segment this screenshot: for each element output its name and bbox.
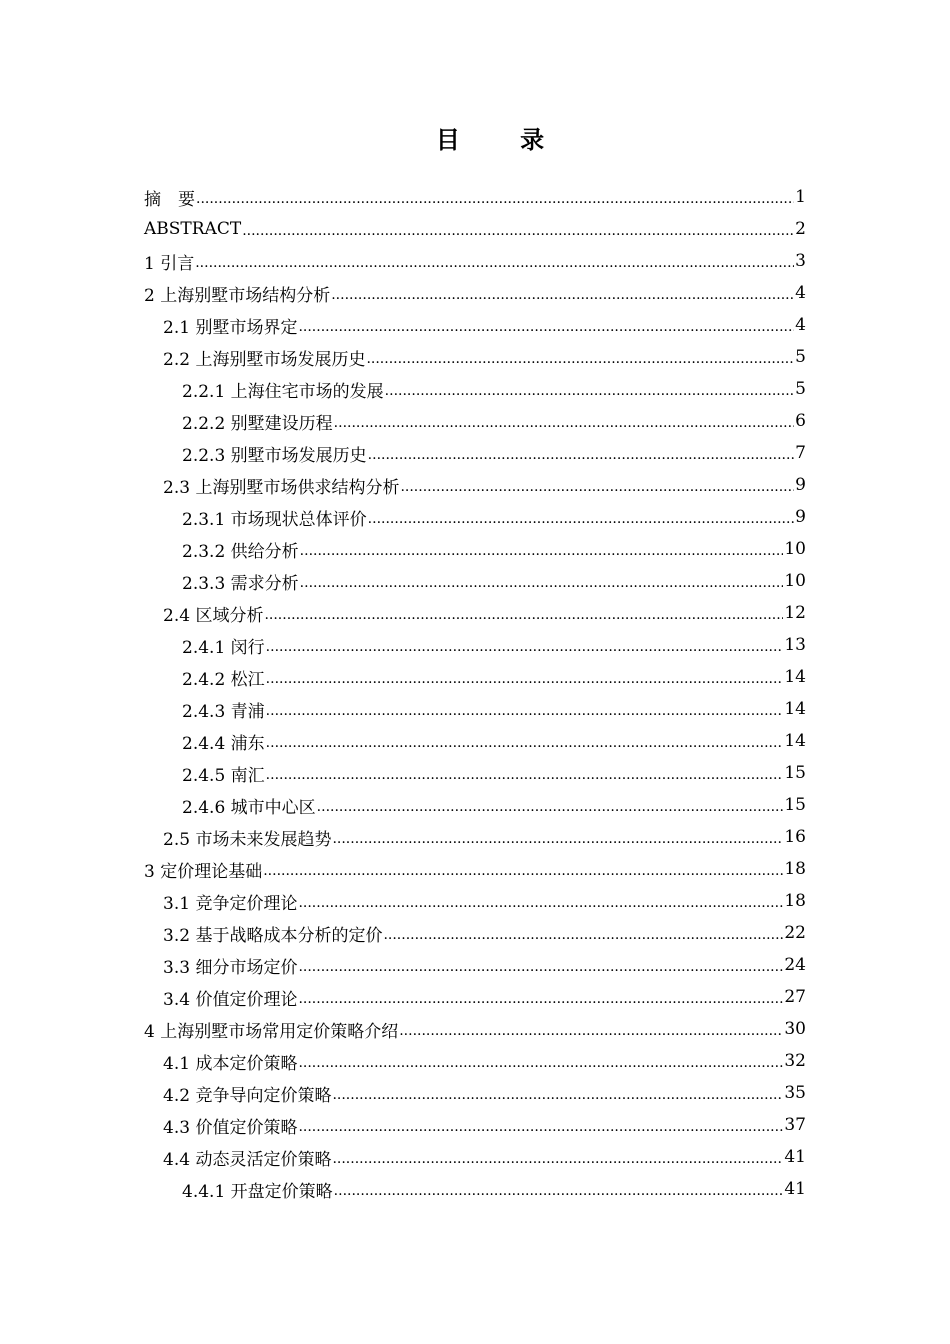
toc-entry-label: 1 引言	[144, 253, 195, 274]
toc-entry[interactable]	[144, 629, 806, 661]
toc-entry-page-number: 10	[784, 539, 806, 559]
toc-entry-label: 4.4 动态灵活定价策略	[163, 1149, 332, 1170]
toc-entry-page-number: 30	[784, 1019, 806, 1039]
toc-entry[interactable]	[144, 309, 806, 341]
toc-dot-leader	[298, 991, 783, 1007]
toc-entry-page-number: 4	[795, 315, 806, 335]
toc-dot-leader	[331, 287, 794, 303]
toc-entry-label: 2.4.5 南汇	[182, 765, 265, 786]
toc-entry-label: ABSTRACT	[144, 219, 242, 239]
toc-entry[interactable]	[144, 373, 806, 405]
toc-dot-leader	[317, 799, 784, 815]
toc-dot-leader	[298, 959, 783, 975]
toc-entry-page-number: 37	[784, 1115, 806, 1135]
toc-entry[interactable]	[144, 1013, 806, 1045]
toc-entry[interactable]	[144, 757, 806, 789]
toc-entry[interactable]	[144, 821, 806, 853]
toc-dot-leader	[266, 703, 784, 719]
toc-entry-label: 3.1 竞争定价理论	[163, 893, 298, 914]
toc-entry[interactable]	[144, 597, 806, 629]
toc-entry-label: 2.2 上海别墅市场发展历史	[163, 349, 366, 370]
toc-entry-page-number: 5	[795, 379, 806, 399]
toc-entry-page-number: 24	[784, 955, 806, 975]
toc-dot-leader	[368, 447, 795, 463]
toc-entry-page-number: 14	[784, 699, 806, 719]
toc-dot-leader	[332, 1087, 783, 1103]
toc-entry-label: 4 上海别墅市场常用定价策略介绍	[144, 1021, 399, 1042]
toc-entry-label: 摘 要	[144, 189, 195, 210]
toc-entry[interactable]	[144, 789, 806, 821]
toc-dot-leader	[334, 415, 795, 431]
toc-dot-leader	[298, 895, 783, 911]
toc-entry-label: 2.4.6 城市中心区	[182, 797, 316, 818]
toc-dot-leader	[400, 479, 794, 495]
toc-entry-page-number: 9	[795, 507, 806, 527]
toc-dot-leader	[300, 575, 784, 591]
toc-entry-page-number: 41	[784, 1147, 806, 1167]
toc-entry[interactable]	[144, 1077, 806, 1109]
toc-entry-page-number: 6	[795, 411, 806, 431]
toc-entry-label: 2.5 市场未来发展趋势	[163, 829, 332, 850]
toc-entry-page-number: 15	[784, 795, 806, 815]
toc-entry-label: 2.4.3 青浦	[182, 701, 265, 722]
toc-dot-leader	[385, 383, 795, 399]
table-of-contents	[144, 181, 806, 1205]
toc-entry-label: 3.3 细分市场定价	[163, 957, 298, 978]
toc-entry[interactable]	[144, 405, 806, 437]
toc-entry[interactable]	[144, 245, 806, 277]
toc-dot-leader	[332, 1151, 783, 1167]
toc-entry[interactable]	[144, 1045, 806, 1077]
toc-entry-page-number: 14	[784, 731, 806, 751]
toc-entry[interactable]	[144, 533, 806, 565]
toc-entry[interactable]	[144, 693, 806, 725]
toc-dot-leader	[264, 607, 783, 623]
toc-entry-page-number: 3	[795, 251, 806, 271]
toc-entry-page-number: 10	[784, 571, 806, 591]
toc-dot-leader	[266, 639, 784, 655]
toc-entry[interactable]	[144, 853, 806, 885]
toc-dot-leader	[334, 1183, 784, 1199]
toc-dot-leader	[366, 351, 794, 367]
toc-entry-label: 2.3 上海别墅市场供求结构分析	[163, 477, 400, 498]
toc-dot-leader	[266, 735, 784, 751]
toc-entry-label: 2.4.1 闵行	[182, 637, 265, 658]
toc-entry-page-number: 18	[784, 859, 806, 879]
toc-dot-leader	[298, 319, 794, 335]
toc-entry-label: 2.2.1 上海住宅市场的发展	[182, 381, 384, 402]
toc-dot-leader	[298, 1119, 783, 1135]
toc-entry-label: 4.1 成本定价策略	[163, 1053, 298, 1074]
toc-entry[interactable]	[144, 949, 806, 981]
toc-entry-page-number: 18	[784, 891, 806, 911]
toc-entry-page-number: 35	[784, 1083, 806, 1103]
toc-entry-label: 2.3.3 需求分析	[182, 573, 299, 594]
toc-dot-leader	[332, 831, 783, 847]
toc-entry[interactable]	[144, 181, 806, 213]
toc-entry-page-number: 41	[784, 1179, 806, 1199]
toc-entry[interactable]	[144, 1173, 806, 1205]
toc-dot-leader	[399, 1023, 783, 1039]
toc-entry-page-number: 14	[784, 667, 806, 687]
toc-dot-leader	[298, 1055, 783, 1071]
toc-entry-label: 3.2 基于战略成本分析的定价	[163, 925, 383, 946]
toc-entry-page-number: 15	[784, 763, 806, 783]
toc-entry[interactable]	[144, 565, 806, 597]
toc-entry-label: 2.2.3 别墅市场发展历史	[182, 445, 367, 466]
toc-entry[interactable]	[144, 1141, 806, 1173]
toc-entry-label: 2.4.2 松江	[182, 669, 265, 690]
toc-entry-label: 2.3.2 供给分析	[182, 541, 299, 562]
toc-dot-leader	[266, 767, 784, 783]
toc-entry-page-number: 13	[784, 635, 806, 655]
toc-entry[interactable]	[144, 213, 806, 245]
toc-entry[interactable]	[144, 501, 806, 533]
toc-dot-leader	[368, 511, 795, 527]
toc-entry[interactable]	[144, 469, 806, 501]
toc-entry[interactable]	[144, 725, 806, 757]
toc-title: 目 录	[435, 125, 571, 154]
toc-entry-label: 2.1 别墅市场界定	[163, 317, 298, 338]
toc-entry-label: 3.4 价值定价理论	[163, 989, 298, 1010]
toc-entry-page-number: 27	[784, 987, 806, 1007]
toc-entry[interactable]	[144, 885, 806, 917]
toc-dot-leader	[266, 671, 784, 687]
toc-entry-page-number: 7	[795, 443, 806, 463]
toc-entry[interactable]	[144, 341, 806, 373]
toc-entry[interactable]	[144, 277, 806, 309]
toc-entry-label: 2.4.4 浦东	[182, 733, 265, 754]
toc-entry-page-number: 1	[795, 187, 806, 207]
toc-dot-leader	[195, 255, 794, 271]
toc-entry-page-number: 4	[795, 283, 806, 303]
toc-entry-page-number: 2	[795, 219, 806, 239]
toc-entry-label: 2 上海别墅市场结构分析	[144, 285, 331, 306]
toc-entry-page-number: 5	[795, 347, 806, 367]
toc-dot-leader	[242, 223, 794, 239]
toc-dot-leader	[196, 191, 794, 207]
toc-entry-label: 2.4 区域分析	[163, 605, 264, 626]
toc-entry-label: 4.3 价值定价策略	[163, 1117, 298, 1138]
toc-entry[interactable]	[144, 981, 806, 1013]
toc-entry[interactable]	[144, 917, 806, 949]
toc-entry-label: 2.3.1 市场现状总体评价	[182, 509, 367, 530]
toc-entry-page-number: 9	[795, 475, 806, 495]
toc-entry-label: 4.2 竞争导向定价策略	[163, 1085, 332, 1106]
toc-entry-label: 3 定价理论基础	[144, 861, 263, 882]
toc-entry[interactable]	[144, 1109, 806, 1141]
toc-entry-page-number: 16	[784, 827, 806, 847]
toc-dot-leader	[383, 927, 783, 943]
toc-entry[interactable]	[144, 661, 806, 693]
toc-entry-page-number: 22	[784, 923, 806, 943]
toc-entry-label: 4.4.1 开盘定价策略	[182, 1181, 333, 1202]
toc-entry-page-number: 32	[784, 1051, 806, 1071]
toc-dot-leader	[263, 863, 783, 879]
toc-entry-page-number: 12	[784, 603, 806, 623]
toc-entry[interactable]	[144, 437, 806, 469]
toc-dot-leader	[300, 543, 784, 559]
toc-entry-label: 2.2.2 别墅建设历程	[182, 413, 333, 434]
